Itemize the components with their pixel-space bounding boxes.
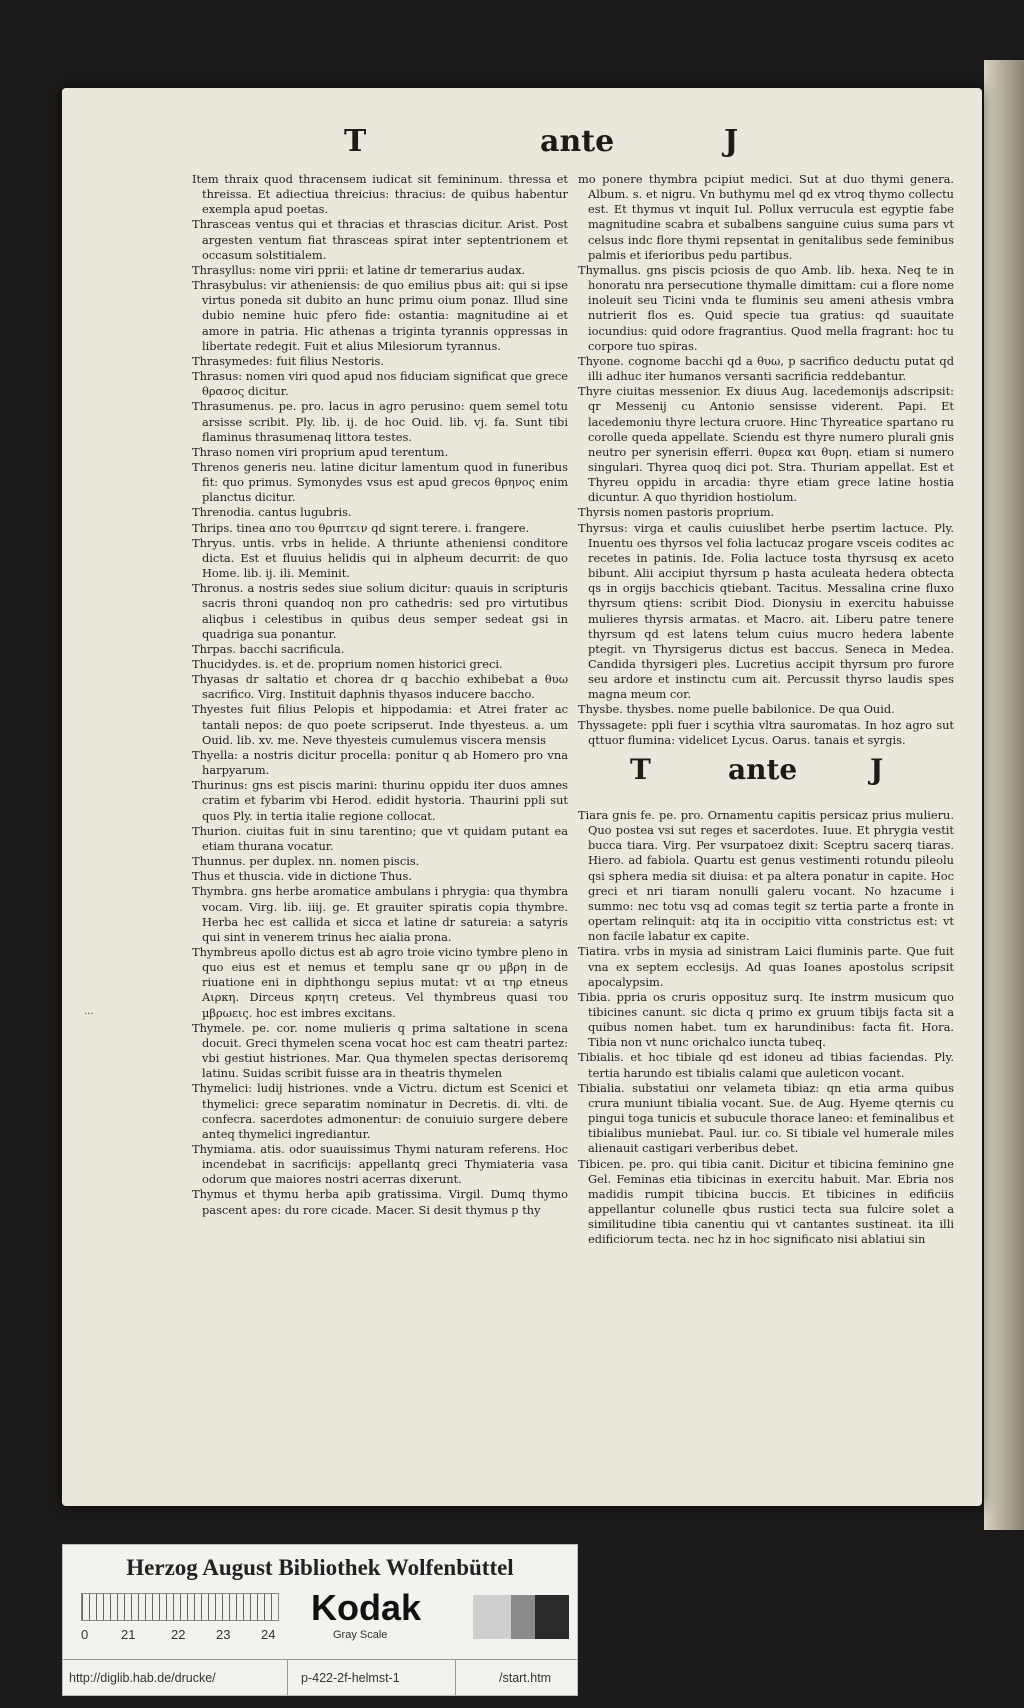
kodak-logo: Kodak [311, 1587, 422, 1628]
ruler-number: 24 [261, 1627, 276, 1642]
library-name: Herzog August Bibliothek Wolfenbüttel [126, 1555, 514, 1580]
dictionary-entry: Thraso nomen viri proprium apud terentum. [192, 444, 449, 459]
header-letter-left: T [344, 124, 367, 159]
dictionary-entry: Thyrsus: virga et caulis cuiuslibet herbe psertim lactuce. Ply. Inuentu oes thyrsos vel folia lactucaz progare vsceis codites ac recetes in patinis. Ide. Folia lactuce tosta thyrsusq ex aceto bibunt. Alii accipiut thyrsum p hasta aculeata hedera obtecta qs in orgijs bacchicis qtiebant. Tacitus. Messalina crine fluxo thyrsum qtiens: scribit Diod. Dionysiu in exercitu habuisse mulieres thyrsis armatas. et Macro. ait. Liberu patre tenere thyrsum qd est latens telum cuius mucro hedera labente ptegit. vn Thyrsigerus dictus est baccus. Seneca in Medea. Candida thyrsigeri ples. Lucretius accipit thyrsum pro furore seu ardore et instinctu cum ait. Percussit thyrso laudis spes magna meum cor. [578, 520, 954, 702]
page-header [62, 124, 982, 164]
dictionary-entry: Threnos generis neu. latine dicitur lamentum quod in funeribus fit: quo primus. Symonydes vsus est apud grecos θρηνος enim planctus dicitur. [192, 459, 568, 505]
dictionary-entry: Thyrsis nomen pastoris proprium. [578, 505, 775, 520]
dictionary-entry: Thymelici: ludij histriones. vnde a Victru. dictum est Scenici et thymelici: grece separatim nominatur in Decretis. di. vlti. de confecra. sacerdotes admonentur: de conuiuio surgere debere anteq thymelici ingrediantur. [192, 1081, 568, 1141]
dictionary-entry: Threnodia. cantus lugubris. [192, 505, 352, 520]
ruler-number: 23 [216, 1627, 231, 1642]
gray-swatch-light [473, 1595, 511, 1639]
dictionary-entry: Thyre ciuitas messenior. Ex diuus Aug. lacedemonijs adscripsit: qr Messenij cu Antonio sensisse viderent. Papi. Et lacedemoniu thyre lectura cruore. Hinc Thyreatice spartano ru corolle queda appellate. Sciendu est thyre numero plurali gnis neutro per synerisin efferri. θυρεα και θυρη. etiam si numero singulari. Thyrea quoq dici pot. Stra. Thuriam appellat. Est et Thyreu oppidu in arcadia: thyre etiam grece latine hostia dicuntur. A quo thyridion hostiolum. [578, 384, 954, 505]
subheading-word: ante [728, 752, 798, 786]
subheading-letter-right: J [870, 752, 884, 786]
start-link: /start.htm [499, 1671, 552, 1685]
dictionary-entry: Thymbreus apollo dictus est ab agro troie vicino tymbre pleno in quo eius est et nemus et templu sane qr ου µβρη in de riuatione eni in diphthongu sepius mutat: vt αι τηρ etneus Αιρκη. Dirceus κρητη creteus. Vel thymbreus quasi του µβρωεις. hoc est imbres excitans. [192, 944, 568, 1020]
dictionary-entry: Thyasas dr saltatio et chorea dr q bacchio exhibebat a θυω sacrifico. Virg. Instituit daphnis thyasos inducere baccho. [192, 672, 568, 702]
dictionary-entry: Thurion. ciuitas fuit in sinu tarentino; que vt quidam putant ea etiam thurana vocatur. [192, 823, 568, 853]
subheading-letter-left: T [630, 752, 651, 786]
dictionary-entry: Thyssagete: ppli fuer i scythia vltra sauromatas. In hoz agro sut qttuor flumina: videlicet Lycus. Oarus. tanais et syrgis. [578, 717, 954, 747]
right-column-top [578, 172, 954, 748]
dictionary-entry: Thyone. cognome bacchi qd a θυω, p sacrifico deductu putat qd illi adhuc iter humanos versanti sacrificia reddebantur. [578, 353, 954, 384]
dictionary-entry: Tibialis. et hoc tibiale qd est idoneu ad tibias faciendas. Ply. tertia harundo est tibialis calami que auleticon vocant. [578, 1050, 954, 1080]
dictionary-entry: Tibia. ppria os cruris opposituz surq. Ite instrm musicum quo tibicines canunt. sic dicta q primo ex gruum tibijs facta sit a quibus nomen habet. tum ex harundinibus: facta fit. Hora. Tibia non vt nunc orichalco iuncta tubeq. [578, 989, 954, 1050]
label-footer [63, 1659, 577, 1695]
dictionary-entry: Thrpas. bacchi sacrificula. [192, 641, 345, 656]
dictionary-entry: Thyella: a nostris dicitur procella: ponitur q ab Homero pro vna harpyarum. [192, 747, 568, 778]
dictionary-entry: Thyestes fuit filius Pelopis et hippodamia: et Atrei frater ac tantali nepos: de quo poete scripserut. Inde thyesteus. a. um Ouid. lib. xv. me. Neve thyesteis cumulemus viscera mensis [192, 702, 568, 747]
source-url: http://diglib.hab.de/drucke/ [69, 1671, 216, 1685]
dictionary-entry: Thymbra. gns herbe aromatice ambulans i phrygia: qua thymbra vocam. Virg. lib. iiij. ge. Et grauiter spiratis copia thymbre. Herba hec est callida et sicca et latine dr satureia: a satyris qui sint in venerem trinus hec aialia prona. [192, 884, 568, 944]
dictionary-entry: Thrasybulus: vir atheniensis: de quo emilius pbus ait: qui si ipse virtus poneda sit dubito an hunc primu oium ponaz. Illud sine dubio nemine huic pfero fide: ostantia: magnitudine ai et amore in patria. Hic athenas a triginta tyrannis oppressas in libertate redegit. Fuit et alius Milesiorum tyrannus. [192, 278, 568, 353]
dictionary-entry: Thymus et thymu herba apib gratissima. Virgil. Dumq thymo pascent apes: du rore cicade. Macer. Si desit thymus p thy [192, 1187, 568, 1217]
dictionary-entry: Tibicen. pe. pro. qui tibia canit. Dicitur et tibicina feminino gne Gel. Feminas etia tibicinas in exercitu habuit. Mar. Ebria nos madidis rumpit tibicina buccis. Et tibicines in edificiis appellantur colunelle qbus rustici tecta sua fulcire solet a similitudine tibia canentiu qui vt cantantes sustineat. ita illi edificiorum tecta. nec hz in hoc significato nisi ablatiui sin [578, 1156, 954, 1247]
dictionary-entry: Tiara gnis fe. pe. pro. Ornamentu capitis persicaz prius mulieru. Quo postea vsi sut reges et sacerdotes. Iuue. Et phrygia vestit bucca tiara. Virg. Per vsurpatoez dixit: Sceptru sacerq tiaras. Hiero. ad fabiola. Quartu est genus vestimenti rotundu pileolu qsi sphera media sit diuisa: et pa altera ponatur in capite. Hoc greci et nri tiaram nonulli galeru vocant. No hzacume i summo: nec totu vsq ad comas tegit sz tertia parte a fronte in opertam relinquit: atq ita in occipitio vitta constrictus est: vt non facile labatur ex capite. [578, 807, 954, 944]
section-subheading [578, 752, 954, 804]
adjacent-page-edge [984, 60, 1024, 1530]
dictionary-entry: Thrasymedes: fuit filius Nestoris. [192, 353, 384, 368]
ruler-number: 22 [171, 1627, 186, 1642]
ruler-number: 21 [121, 1627, 136, 1642]
dictionary-entry: mo ponere thymbra pcipiut medici. Sut at duo thymi genera. Album. s. et nigru. Vn buthymu mel qd ex vtroq thymo collectu est. Et thymus vt inquit Iul. Pollux verrucula est egyptie fabe magnitudine scabra et subalbens sanguine cuius suma pars vt celsus indc flore thymi repsentat in genitalibus sede feminibus palmis et iferioribus pedu partibus. [578, 172, 954, 262]
gray-scale-label: Gray Scale [333, 1629, 388, 1641]
gray-swatch-dark [535, 1595, 569, 1639]
dictionary-entry: Thymele. pe. cor. nome mulieris q prima saltatione in scena docuit. Greci thymelen scena vocat hoc est cam theatri partez: vbi gestiut histriones. Mar. Qua thymelen spectas derisoremq latinu. Suidas scribit fuisse ara in theatris thymelen [192, 1020, 568, 1081]
dictionary-entry: Thurinus: gns est piscis marini: thurinu oppidu iter duos amnes cratim et fybarim vbi Herod. edidit hystoria. Thaurini ppli sut quos Ply. in tertia italie regione collocat. [192, 778, 568, 823]
header-letter-right: J [724, 124, 739, 159]
book-page [62, 88, 982, 1506]
archive-label [62, 1544, 578, 1696]
dictionary-entry: Thronus. a nostris sedes siue solium dicitur: quauis in scripturis sacris throni quandoq non pro cathedris: sed pro virtutibus aliqbus i celestibus in quibus deus semper sedeat gsi in quadriga sua ponantur. [192, 581, 568, 641]
dictionary-entry: Thrips. tinea απο του θριπτειν qd signt terere. i. frangere. [192, 520, 530, 535]
right-column-bottom [578, 808, 954, 1248]
header-word: ante [540, 124, 615, 159]
dictionary-entry: Thrasyllus: nome viri pprii: et latine dr temerarius audax. [192, 262, 526, 277]
margin-annotation: ... [84, 1006, 94, 1017]
left-column [192, 172, 568, 1218]
dictionary-entry: Thunnus. per duplex. nn. nomen piscis. [192, 854, 420, 869]
dictionary-entry: Thrasceas ventus qui et thracias et thrascias dicitur. Arist. Post argesten ventum fiat thrasceas spirat inter septentrionem et occasum solstitialem. [192, 217, 568, 262]
shelfmark: p-422-2f-helmst-1 [301, 1671, 400, 1685]
dictionary-entry: Thus et thuscia. vide in dictione Thus. [192, 869, 412, 884]
ruler-number: 0 [81, 1627, 89, 1642]
dictionary-entry: Thrasus: nomen viri quod apud nos fiduciam significat que grece θρασος dicitur. [192, 369, 568, 399]
dictionary-entry: Thryus. untis. vrbs in helide. A thriunte atheniensi conditore dicta. Est et fluuius helidis qui in alpheum decurrit: de quo Home. lib. ij. ili. Meminit. [192, 535, 568, 581]
scale-ruler [81, 1593, 279, 1621]
dictionary-entry: Thymiama. atis. odor suauissimus Thymi naturam referens. Hoc incendebat in sacrificijs: appellantq greci Thymiateria vasa odorum que maiores nostri acerras dixerunt. [192, 1142, 568, 1187]
dictionary-entry: Tibialia. substatiui onr velameta tibiaz: qn etia arma quibus crura muniunt tibialia vocant. Sue. de Aug. Hyeme qternis cu pingui toga tunicis et subucule thorace laneo: et feminalibus et tibialibus muniebat. Paul. iur. co. Si tibiale vel humerale miles alienauit castigari verberibus debet. [578, 1080, 954, 1156]
dictionary-entry: Thucidydes. is. et de. proprium nomen historici greci. [192, 657, 503, 671]
dictionary-entry: Tiatira. vrbs in mysia ad sinistram Laici fluminis parte. Que fuit vna ex septem ecclesijs. Ad quas Ioanes apostolus scripsit apocalypsim. [578, 944, 954, 989]
dictionary-entry: Thymallus. gns piscis pciosis de quo Amb. lib. hexa. Neq te in honoratu nra persecutione thymalle dimittam: cui a flore nome inoleuit seu Ticini vnda te fluminis seu ameni athesis vmbra nutrierit flos es. Quid specie tua gratius: qd suauitate iocundius: quid odore fragrantius. Quod mella fragrant: hoc tu corpore tuo spiras. [578, 262, 954, 353]
right-column [578, 172, 954, 1247]
dictionary-entry: Thysbe. thysbes. nome puelle babilonice. De qua Ouid. [578, 702, 895, 717]
dictionary-entry: Item thraix quod thracensem iudicat sit femininum. thressa et threissa. Et adiectiua threicius: thracius: de quibus habentur exempla apud poetas. [192, 172, 568, 217]
dictionary-entry: Thrasumenus. pe. pro. lacus in agro perusino: quem semel totu arsisse scribit. Ply. lib. ij. de hoc Ouid. lib. vj. fa. Sunt tibi flaminus thrasumenaq littora testes. [192, 399, 568, 444]
